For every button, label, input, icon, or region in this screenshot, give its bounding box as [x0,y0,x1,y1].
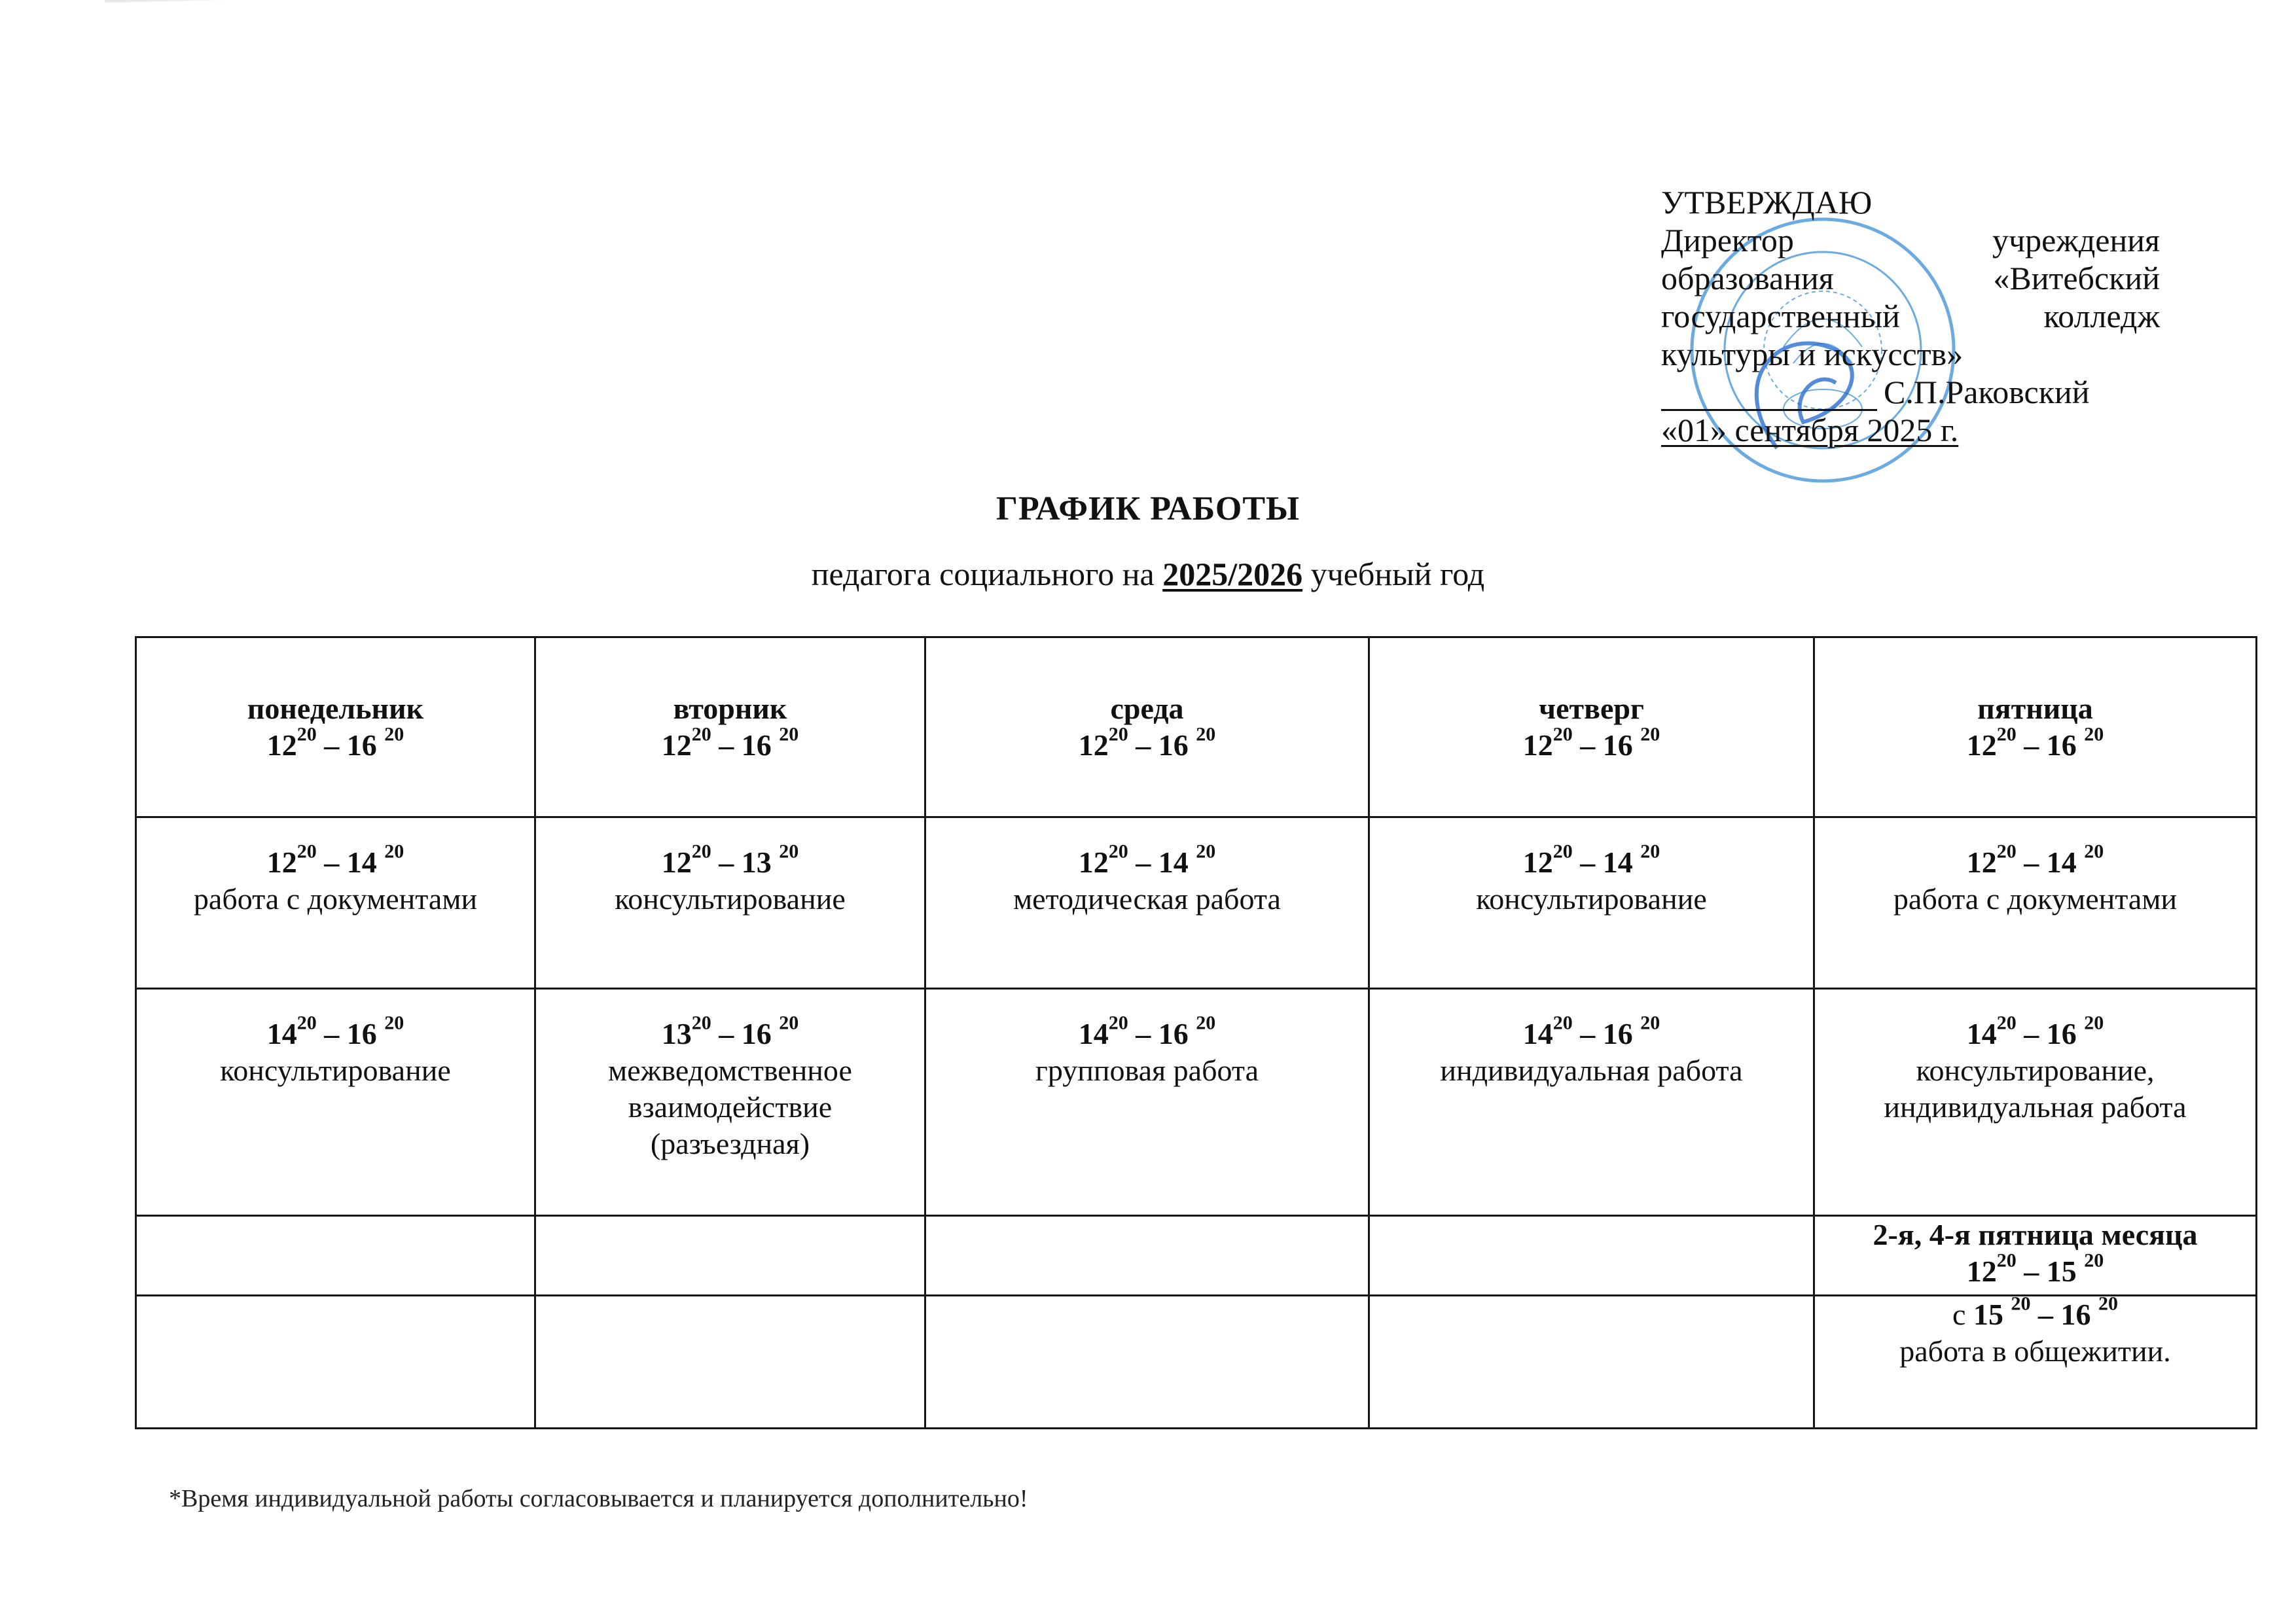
time-range: $14^{20} - 16$ $^{20}$ [1078,1012,1216,1050]
schedule-cell [1369,817,1814,989]
time-range: $12^{20} - 16$ $^{20}$ [1522,723,1660,762]
activity-label: консультирование [1476,882,1707,916]
day-name: четверг [1539,692,1644,725]
day-name: среда [1110,692,1184,725]
approval-line-4: культуры и искусств» [1661,336,1964,372]
time-range: с 15 $^{20}$ – 16 $^{20}$ [1952,1295,2118,1331]
activity-label-line-2: взаимодействие [628,1090,833,1124]
academic-year: 2025/2026 [1162,556,1303,592]
approval-line-2 [1661,259,2160,297]
time-range: $12^{20} - 16$ $^{20}$ [266,723,404,762]
director-label: Директор [1661,222,1794,259]
activity-label-line-2: индивидуальная работа [1884,1090,2187,1124]
signature-row [1661,373,2160,411]
header-cell-monday [136,637,535,817]
table-row [136,817,2257,989]
time-range: $12^{20} - 14$ $^{20}$ [266,840,404,879]
approval-block [1661,183,2160,449]
institution-word: учреждения [1992,222,2160,259]
header-cell-thursday [1369,637,1814,817]
schedule-cell-friday-special [1814,1216,2257,1296]
schedule-cell [136,817,535,989]
schedule-cell [1814,989,2257,1216]
header-cell-friday [1814,637,2257,817]
activity-label: консультирование [220,1054,451,1087]
signatory-name: С.П.Раковский [1884,374,2090,410]
table-row [136,1216,2257,1296]
activity-label-line-3: (разъездная) [650,1127,810,1160]
education-word: образования [1661,260,1834,296]
time-range: $12^{20} - 13$ $^{20}$ [661,840,799,879]
day-name: понедельник [247,692,424,725]
activity-label: работа с документами [1893,882,2178,916]
table-header-row [136,637,2257,817]
empty-cell [136,1216,535,1296]
empty-cell [1369,1296,1814,1429]
empty-cell [535,1296,925,1429]
friday-rule-label: 2-я, 4-я пятница месяца [1873,1218,2198,1251]
activity-label: групповая работа [1035,1054,1259,1087]
approval-line-3 [1661,297,2160,335]
schedule-cell [535,817,925,989]
day-name: пятница [1977,692,2093,725]
college-word: колледж [2043,298,2160,334]
activity-label: методическая работа [1013,882,1281,916]
empty-cell [1369,1216,1814,1296]
subtitle-prefix: педагога социального на [811,556,1163,592]
empty-cell [925,1216,1369,1296]
empty-cell [535,1216,925,1296]
schedule-cell [136,989,535,1216]
empty-cell [136,1296,535,1429]
table-row [136,989,2257,1216]
schedule-cell [925,989,1369,1216]
header-cell-tuesday [535,637,925,817]
time-range: $12^{20} - 15$ $^{20}$ [1966,1249,2104,1288]
schedule-table [135,636,2257,1429]
activity-label: индивидуальная работа [1440,1054,1743,1087]
state-word: государственный [1661,298,1900,334]
vitebsk-word: «Витебский [1993,260,2160,296]
activity-label: консультирование, [1916,1054,2155,1087]
time-range: $12^{20} - 14$ $^{20}$ [1078,840,1216,879]
header-cell-wednesday [925,637,1369,817]
time-range: $12^{20} - 14$ $^{20}$ [1522,840,1660,879]
time-range: $13^{20} - 16$ $^{20}$ [661,1012,799,1050]
time-range: $14^{20} - 16$ $^{20}$ [1522,1012,1660,1050]
empty-cell [925,1296,1369,1429]
schedule-cell [1814,817,2257,989]
schedule-cell [1369,989,1814,1216]
time-range: $12^{20} - 16$ $^{20}$ [1078,723,1216,762]
activity-label: межведомственное [608,1054,852,1087]
day-name: вторник [673,692,787,725]
page-subtitle [0,555,2296,593]
time-range: $14^{20} - 16$ $^{20}$ [1966,1012,2104,1050]
signature-line [1661,376,1877,411]
schedule-cell [535,989,925,1216]
time-range: $14^{20} - 16$ $^{20}$ [266,1012,404,1050]
time-range: $12^{20} - 16$ $^{20}$ [1966,723,2104,762]
footnote: *Время индивидуальной работы согласовывается и планируется дополнительно! [169,1485,1028,1512]
page-title: ГРАФИК РАБОТЫ [996,490,1300,527]
subtitle-suffix: учебный год [1302,556,1485,592]
activity-label: консультирование [615,882,846,916]
time-range: $12^{20} - 16$ $^{20}$ [661,723,799,762]
schedule-cell [925,817,1369,989]
approval-date: «01» сентября 2025 г. [1661,412,1959,448]
approval-line-1 [1661,221,2160,259]
activity-label: работа в общежитии. [1899,1334,2171,1368]
table-row [136,1296,2257,1429]
time-range: $12^{20} - 14$ $^{20}$ [1966,840,2104,879]
scan-artifact [105,0,2296,14]
activity-label: работа с документами [193,882,478,916]
approval-heading: УТВЕРЖДАЮ [1661,184,1873,221]
schedule-cell-dormitory [1814,1296,2257,1429]
